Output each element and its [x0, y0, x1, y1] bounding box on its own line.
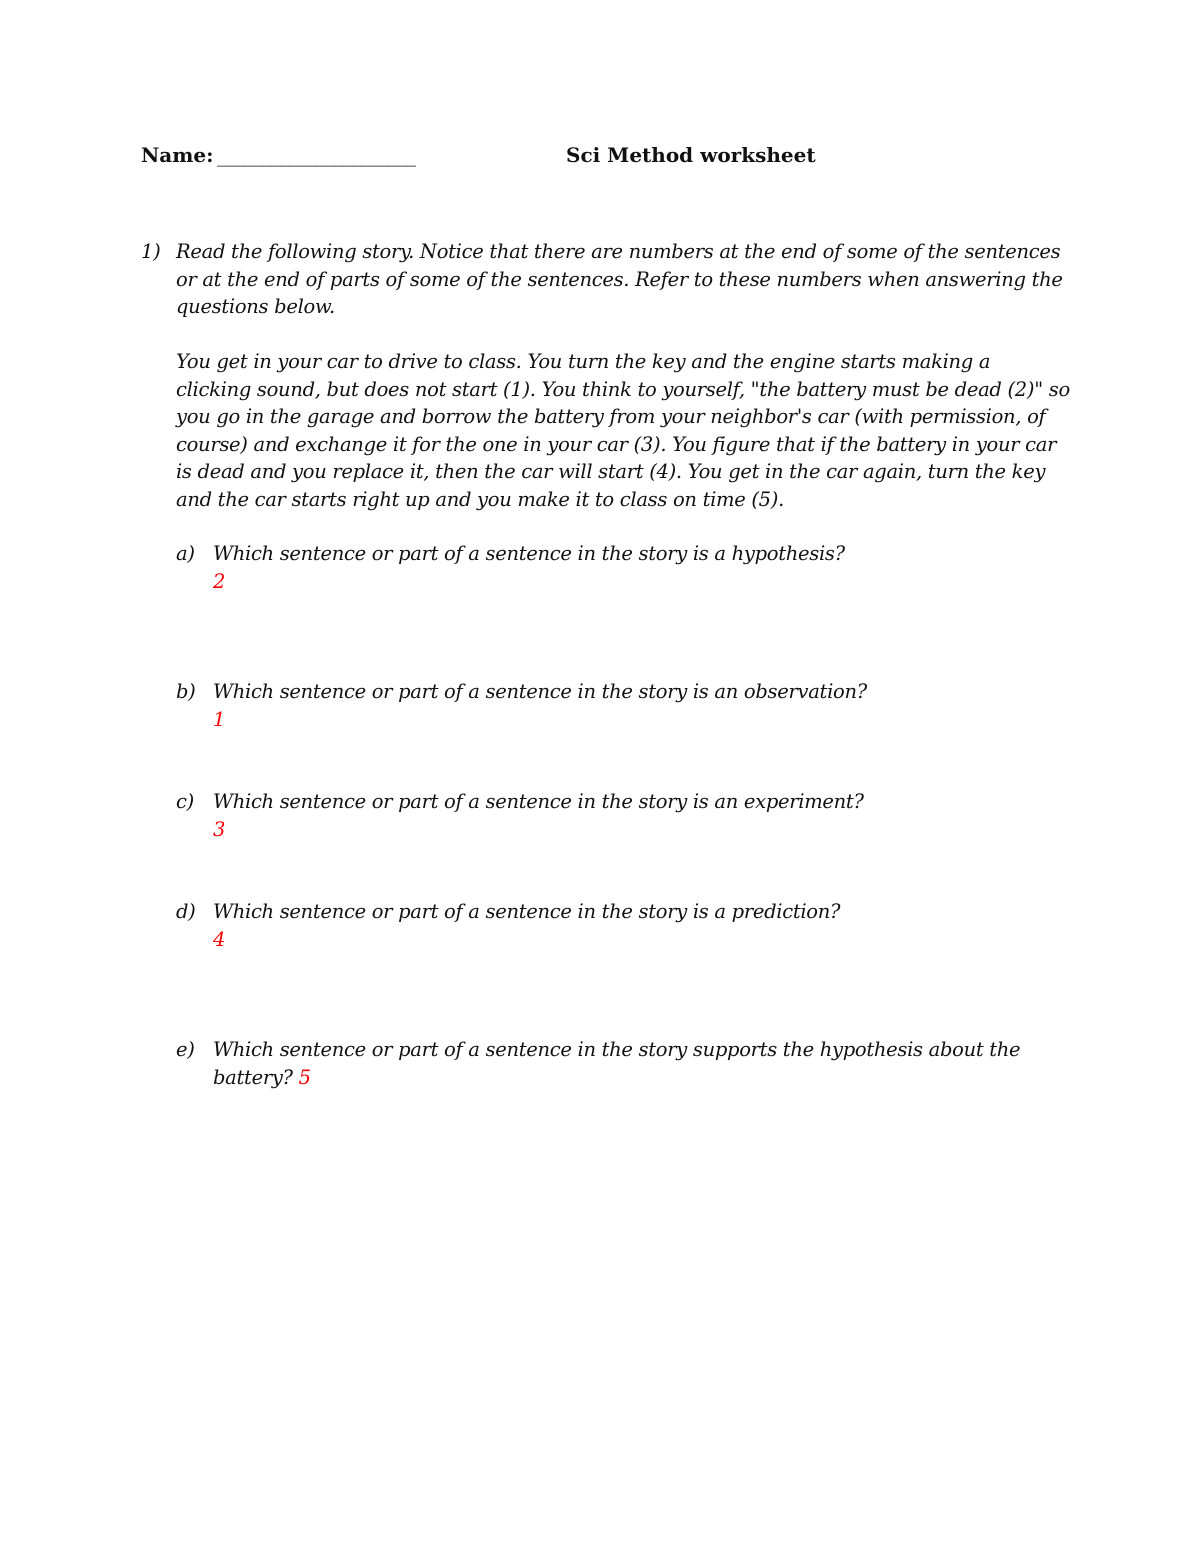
- answer: 4: [213, 927, 226, 951]
- answer: 5: [298, 1065, 311, 1089]
- subquestion-d: [176, 898, 1071, 953]
- subquestion-text: Which sentence or part of a sentence in the story is a hypothesis?: [213, 542, 845, 565]
- answer: 2: [213, 569, 226, 593]
- subquestion-c: [176, 788, 1071, 843]
- subquestion-letter: d): [176, 900, 196, 923]
- subquestion-text: Which sentence or part of a sentence in the story is an observation?: [213, 680, 867, 703]
- subquestion-text: [213, 1036, 1071, 1091]
- subquestion-question: Which sentence or part of a sentence in the story supports the hypothesis about the battery?: [213, 1038, 1021, 1089]
- answer: 3: [213, 817, 226, 841]
- subquestion-letter: e): [176, 1038, 195, 1061]
- question-number: 1): [141, 240, 161, 263]
- question-1: [141, 238, 1071, 321]
- subquestion-text: Which sentence or part of a sentence in the story is an experiment?: [213, 790, 864, 813]
- worksheet-title: Sci Method worksheet: [566, 143, 816, 167]
- subquestion-e: [176, 1036, 1071, 1091]
- question-instructions: Read the following story. Notice that there are numbers at the end of some of the sentences or at the end of parts of some of the sentences. Refer to these numbers when answering the questions below.: [176, 240, 1063, 319]
- subquestion-a: [176, 540, 1071, 595]
- subquestion-letter: c): [176, 790, 194, 813]
- story-paragraph: You get in your car to drive to class. You turn the key and the engine starts making a clicking sound, but does not start (1). You think to yourself, "the battery must be dead (2)" so you go in the garage and borrow the battery from your neighbor's car (with permission, of course) and exchange it for the one in your car (3). You figure that if the battery in your car is dead and you replace it, then the car will start (4). You get in the car again, turn the key and the car starts right up and you make it to class on time (5).: [176, 350, 1070, 511]
- subquestion-letter: b): [176, 680, 196, 703]
- subquestion-text: Which sentence or part of a sentence in the story is a prediction?: [213, 900, 841, 923]
- subquestion-letter: a): [176, 542, 195, 565]
- name-label: Name:: [141, 143, 214, 167]
- subquestion-b: [176, 678, 1071, 733]
- name-blank-line: ______________________: [217, 143, 415, 167]
- answer: 1: [213, 707, 226, 731]
